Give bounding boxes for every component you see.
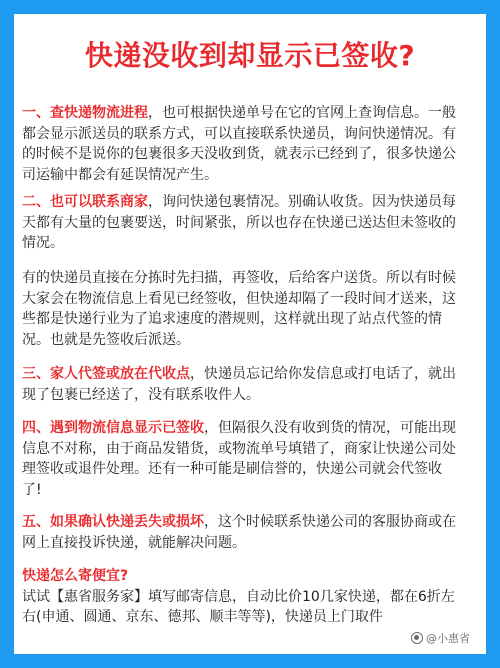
section-2 xyxy=(22,192,458,254)
section-4-text: ，但隔很久没有收到货的情况，可能出现信息不对称，由于商品发错货，或物流单号填错了，商家让快递公司处理签收或退件处理。还有一种可能是刷信誉的，快递公司就会代签收了! xyxy=(22,420,456,498)
page-title: 快递没收到却显示已签收? xyxy=(84,39,416,72)
brand-label: @小惠省 xyxy=(426,632,470,645)
section-1 xyxy=(22,103,458,185)
section-2b xyxy=(22,268,458,350)
brand-watermark xyxy=(411,632,470,646)
section-4-heading: 四、遇到物流信息显示已签收 xyxy=(22,420,204,436)
section-5-text: ，这个时候联系快递公司的客服协商或在网上直接投诉快递，就能解决问题。 xyxy=(22,514,456,551)
section-2b-text: 有的快递员直接在分拣时先扫描，再签收，后给客户送货。所以有时候大家会在物流信息上看见已经签收，但快递却隔了一段时间才送来，这些都是快递行业为了追求速度的潜规则，这样就出现了站点代签的情况。也就是先签收后派送。 xyxy=(22,270,456,348)
section-2-heading: 二、也可以联系商家 xyxy=(22,194,148,210)
section-1-text: ，也可根据快递单号在它的官网上查询信息。一般都会显示派送员的联系方式，可以直接联系快递员，询问快递情况。有的时候不是说你的包裹很多天没收到货，就表示已经到了，很多快递公司运输中都会有延误情况产生。 xyxy=(22,105,456,183)
section-6-text: 试试【惠省服务家】填写邮寄信息，自动比价10几家快递，都在6折左右(申通、圆通、京东、德邦、顺丰等等)，快递员上门取件 xyxy=(22,588,455,625)
section-3-text: ，快递员忘记给你发信息或打电话了，就出现了包裹已经送了，没有联系收件人。 xyxy=(22,366,456,403)
section-4 xyxy=(22,418,458,500)
section-6 xyxy=(22,566,458,628)
section-2-text: ，询问快递包裹情况。别确认收货。因为快递员每天都有大量的包裹要送，时间紧张，所以也存在快递已送达但未签收的情况。 xyxy=(22,194,456,251)
section-3-heading: 三、家人代签或放在代收点 xyxy=(22,366,190,382)
section-5 xyxy=(22,512,458,553)
camera-icon xyxy=(411,632,423,644)
section-3 xyxy=(22,364,458,405)
section-5-heading: 五、如果确认快递丢失或损坏 xyxy=(22,514,204,530)
section-1-heading: 一、查快递物流进程 xyxy=(22,105,148,121)
section-6-heading: 快递怎么寄便宜? xyxy=(22,568,129,584)
